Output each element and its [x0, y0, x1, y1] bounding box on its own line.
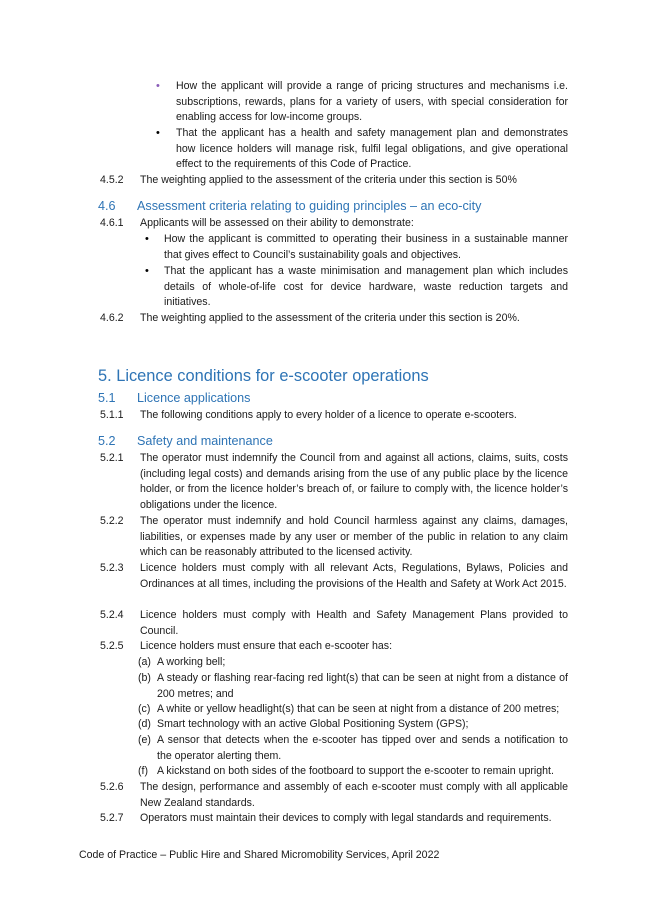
list-item: A white or yellow headlight(s) that can be seen at night from a distance of 200 metres; — [157, 703, 560, 715]
section-number: 4.6 — [98, 199, 116, 213]
clause-5-2-5: Licence holders must ensure that each e-scooter has: — [140, 640, 393, 652]
bullet-icon: • — [145, 233, 149, 245]
bullet-icon: • — [156, 80, 160, 92]
clause-5-2-6: The design, performance and assembly of each e-scooter must comply with all applicable New Zealand standards. — [140, 781, 568, 809]
clause-5-2-3: Licence holders must comply with all relevant Acts, Regulations, Bylaws, Policies and Ordinances at all times, including the provisions of the Health and Safety at Work Act 2015. — [140, 562, 568, 590]
clause-4-6-2: The weighting applied to the assessment of the criteria under this section is 20%. — [140, 312, 520, 324]
clause-number: 4.6.1 — [100, 217, 124, 229]
list-item: Smart technology with an active Global Positioning System (GPS); — [157, 718, 469, 730]
list-item: A working bell; — [157, 656, 226, 668]
list-label: (b) — [138, 672, 151, 684]
clause-number: 5.1.1 — [100, 409, 124, 421]
clause-number: 4.5.2 — [100, 174, 124, 186]
bullet-pricing: How the applicant will provide a range of pricing structures and mechanisms i.e. subscriptions, rewards, plans for a variety of users, with special consideration for enabling access for low-income groups. — [176, 80, 568, 124]
chapter-heading-5: 5. Licence conditions for e-scooter operations — [98, 367, 429, 385]
list-label: (e) — [138, 734, 151, 746]
clause-number: 5.2.4 — [100, 609, 124, 621]
clause-number: 5.2.7 — [100, 812, 124, 824]
list-label: (a) — [138, 656, 151, 668]
section-number: 5.2 — [98, 434, 116, 448]
bullet-icon: • — [145, 265, 149, 277]
section-heading-5-1: Licence applications — [137, 391, 251, 405]
clause-5-2-1: The operator must indemnify the Council from and against all actions, claims, suits, costs (including legal costs) and demands arising from the use of any public place by the licence holder, or from the licence holder’s breach of, or failure to comply with, the licence holder’s obligations under the licence. — [140, 452, 568, 511]
clause-number: 4.6.2 — [100, 312, 124, 324]
list-label: (c) — [138, 703, 151, 715]
clause-4-5-2: The weighting applied to the assessment of the criteria under this section is 50% — [140, 174, 517, 186]
clause-5-2-2: The operator must indemnify and hold Council harmless against any claims, damages, liabilities, or expenses made by any user or member of the public in relation to any claim which can be reasonably attributed to the licensed activity. — [140, 515, 568, 559]
page-footer: Code of Practice – Public Hire and Shared Micromobility Services, April 2022 — [79, 849, 440, 861]
list-item: A steady or flashing rear-facing red light(s) that can be seen at night from a distance of 200 metres; and — [157, 672, 568, 700]
clause-number: 5.2.5 — [100, 640, 124, 652]
clause-number: 5.2.2 — [100, 515, 124, 527]
clause-5-2-4: Licence holders must comply with Health and Safety Management Plans provided to Council. — [140, 609, 568, 637]
list-item: A sensor that detects when the e-scooter has tipped over and sends a notification to the operator alerting them. — [157, 734, 568, 762]
bullet-sustainability: How the applicant is committed to operating their business in a sustainable manner that gives effect to Council’s sustainability goals and objectives. — [164, 233, 568, 261]
clause-5-1-1: The following conditions apply to every holder of a licence to operate e-scooters. — [140, 409, 517, 421]
bullet-health-safety: That the applicant has a health and safety management plan and demonstrates how licence holders will manage risk, fulfil legal obligations, and give operational effect to the requirements of this Code of Practice. — [176, 127, 568, 171]
list-label: (f) — [138, 765, 148, 777]
list-item: A kickstand on both sides of the footboard to support the e-scooter to remain upright. — [157, 765, 554, 777]
clause-number: 5.2.6 — [100, 781, 124, 793]
clause-4-6-1: Applicants will be assessed on their ability to demonstrate: — [140, 217, 414, 229]
clause-number: 5.2.3 — [100, 562, 124, 574]
clause-number: 5.2.1 — [100, 452, 124, 464]
section-heading-5-2: Safety and maintenance — [137, 434, 273, 448]
section-heading-4-6: Assessment criteria relating to guiding principles – an eco-city — [137, 199, 482, 213]
list-label: (d) — [138, 718, 151, 730]
clause-5-2-7: Operators must maintain their devices to comply with legal standards and requirements. — [140, 812, 552, 824]
bullet-waste: That the applicant has a waste minimisation and management plan which includes details of whole-of-life cost for device hardware, waste reduction targets and initiatives. — [164, 265, 568, 309]
bullet-icon: • — [156, 127, 160, 139]
section-number: 5.1 — [98, 391, 116, 405]
